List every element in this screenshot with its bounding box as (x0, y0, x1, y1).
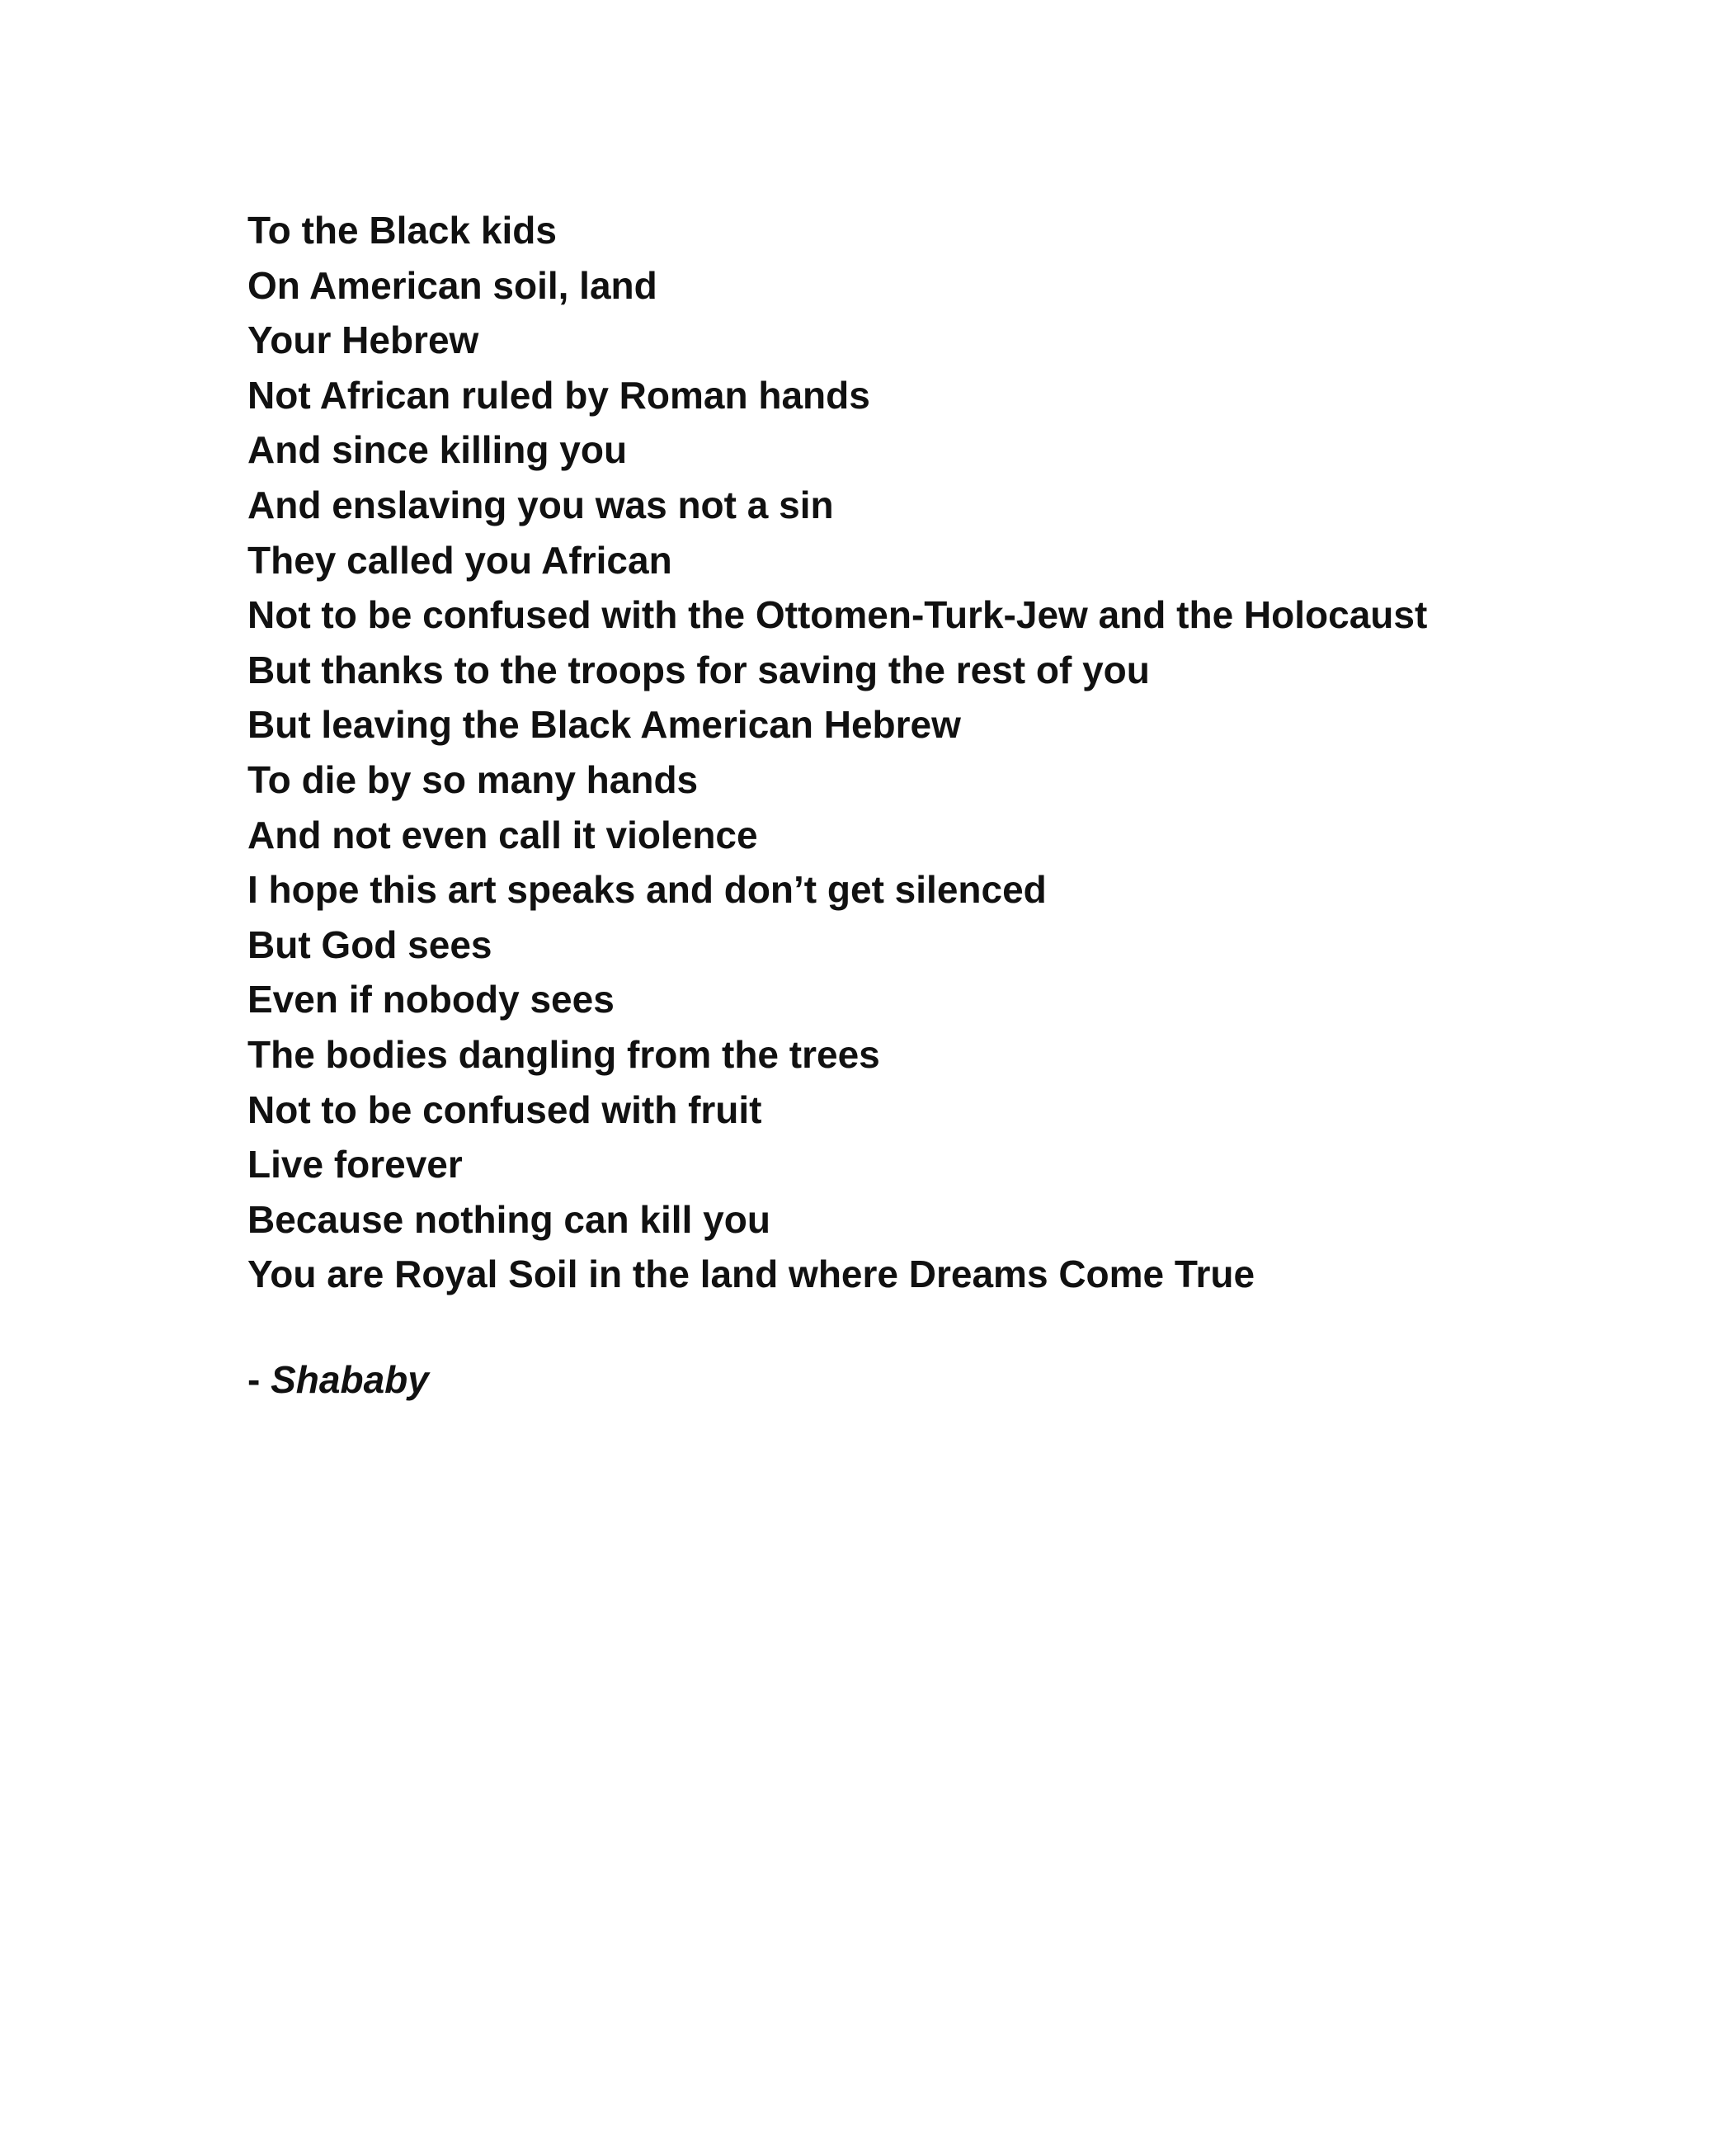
poem-line: Because nothing can kill you (247, 1197, 770, 1241)
author-name: Shababy (271, 1358, 429, 1401)
poem-line: To die by so many hands (247, 757, 699, 801)
poem-signature (247, 1352, 429, 1408)
poem-line: On American soil, land (247, 263, 657, 307)
poem-line: Even if nobody sees (247, 978, 615, 1021)
poem-line: You are Royal Soil in the land where Dreams Come True (247, 1253, 1255, 1296)
poem-line: But leaving the Black American Hebrew (247, 703, 961, 747)
poem-line: Not African ruled by Roman hands (247, 373, 870, 417)
poem-line: And not even call it violence (247, 813, 758, 856)
poem-line: Live forever (247, 1143, 463, 1187)
poem-line: To the Black kids (247, 209, 557, 252)
poem-body (247, 203, 1650, 1302)
poem-line: And since killing you (247, 428, 628, 472)
poem-line: And enslaving you was not a sin (247, 483, 834, 526)
poem-line: But thanks to the troops for saving the rest of you (247, 648, 1150, 691)
poem-line: But God sees (247, 922, 492, 966)
poem-line: I hope this art speaks and don’t get silenced (247, 868, 1047, 912)
signature-dash: - (247, 1358, 271, 1401)
poem-line: Your Hebrew (247, 318, 479, 362)
poem-line: Not to be confused with fruit (247, 1087, 762, 1131)
poem-line: Not to be confused with the Ottomen-Turk-Jew and the Holocaust (247, 593, 1428, 637)
poem-line: The bodies dangling from the trees (247, 1032, 880, 1076)
poem-line: They called you African (247, 538, 672, 582)
